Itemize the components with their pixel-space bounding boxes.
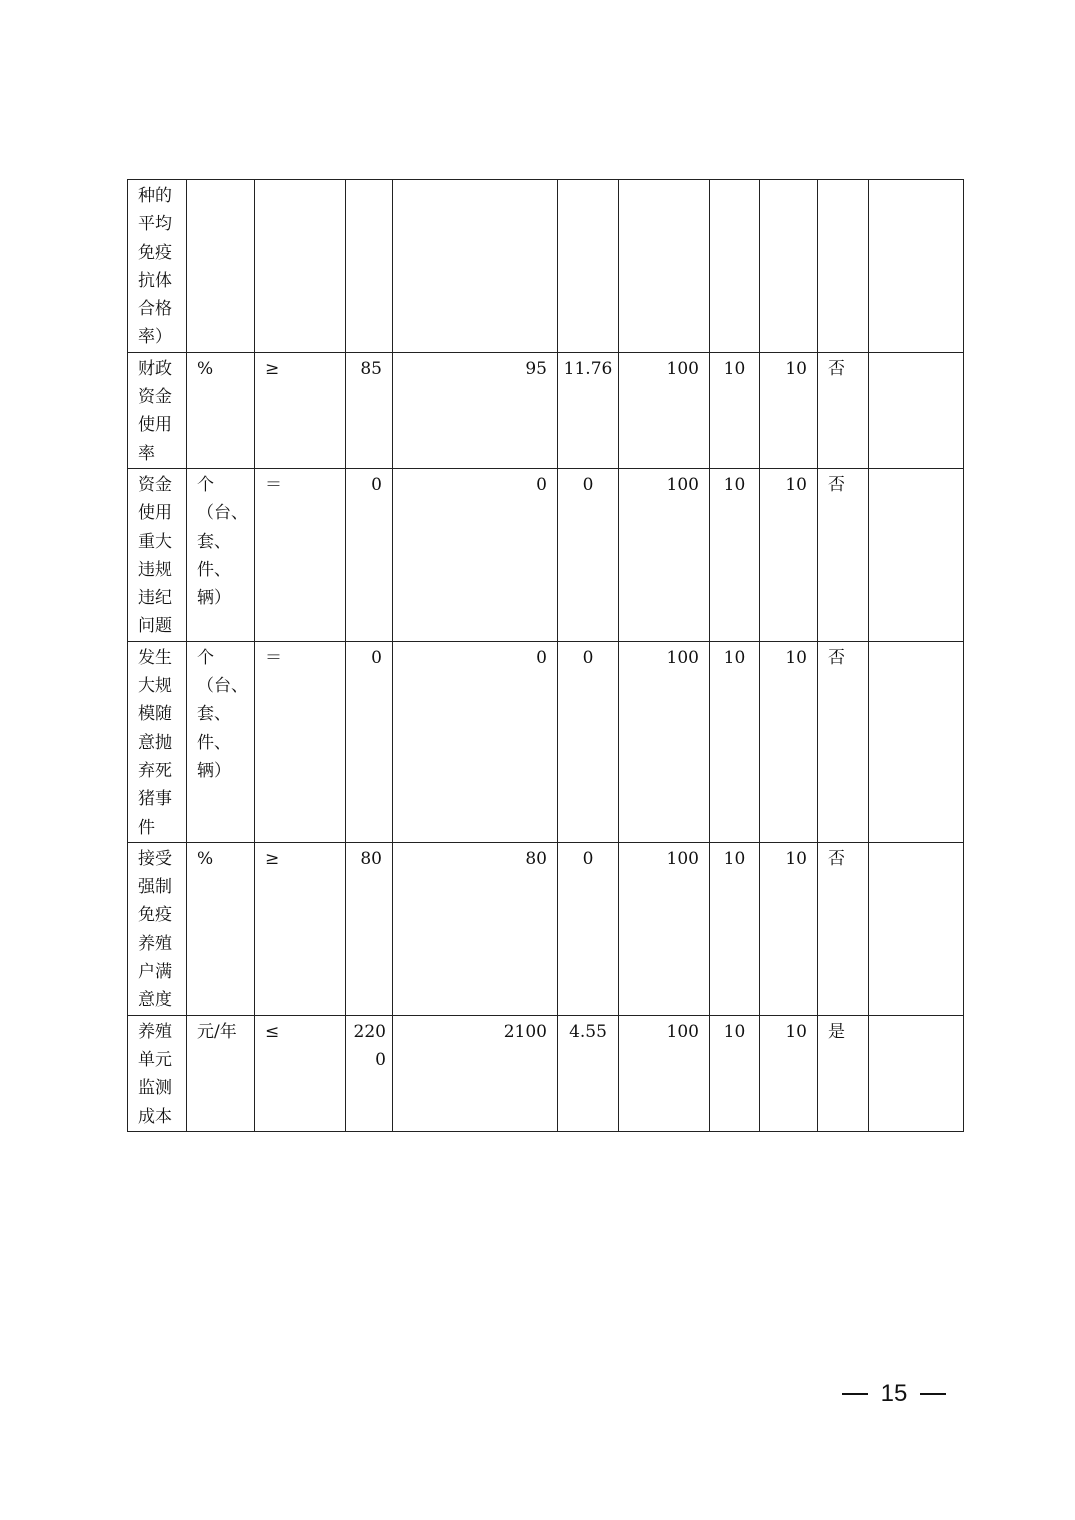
rate-cell [558, 641, 619, 842]
rate-value: 4.55 [569, 1021, 607, 1042]
table-row [128, 180, 964, 353]
actual-value: 2100 [503, 1021, 547, 1042]
weight-value: 100 [666, 1021, 699, 1042]
c8-value: 10 [723, 358, 746, 379]
flag-cell [818, 180, 869, 353]
actual-cell [393, 468, 558, 641]
flag-value [818, 180, 868, 182]
c8-cell [710, 1015, 760, 1131]
operator: ＝ [265, 647, 282, 668]
weight-cell [619, 842, 710, 1015]
operator [255, 180, 345, 182]
indicator-name: 发生大规模随意抛弃死猪事件 [138, 647, 172, 838]
page-dash-left [842, 1393, 868, 1395]
flag-cell [818, 468, 869, 641]
actual-value: 95 [525, 358, 547, 379]
flag-cell [818, 352, 869, 468]
operator-cell [255, 1015, 346, 1131]
performance-table [127, 179, 964, 1132]
indicator-name-cell [128, 352, 187, 468]
operator-cell [255, 352, 346, 468]
score-cell [760, 352, 818, 468]
indicator-name-cell [128, 180, 187, 353]
rate-value: 11.76 [563, 358, 613, 379]
page-number [842, 1378, 946, 1410]
table-row [128, 1015, 964, 1131]
actual-cell [393, 180, 558, 353]
indicator-name-cell [128, 641, 187, 842]
c8-value: 10 [723, 474, 746, 495]
unit: % [197, 848, 214, 869]
score-cell [760, 468, 818, 641]
actual-value [393, 180, 557, 182]
target-cell [346, 180, 393, 353]
score-value: 10 [785, 358, 807, 379]
flag-cell [818, 641, 869, 842]
operator: ≤ [265, 1021, 280, 1042]
score-cell [760, 641, 818, 842]
unit-cell [187, 352, 255, 468]
rate-value [558, 180, 618, 182]
weight-cell [619, 352, 710, 468]
target-cell [346, 468, 393, 641]
target-value [346, 180, 392, 182]
operator-cell [255, 641, 346, 842]
score-value: 10 [785, 647, 807, 668]
note-cell [869, 352, 964, 468]
c8-value [710, 180, 759, 182]
unit: 个（台、套、件、辆） [197, 474, 248, 609]
actual-value: 0 [536, 474, 547, 495]
weight-value: 100 [666, 647, 699, 668]
rate-cell [558, 842, 619, 1015]
target-value: 85 [360, 358, 382, 379]
flag-value: 否 [828, 848, 845, 869]
score-value: 10 [785, 848, 807, 869]
operator: ≥ [265, 848, 280, 869]
weight-value: 100 [666, 358, 699, 379]
weight-cell [619, 1015, 710, 1131]
note-value [869, 353, 963, 355]
c8-value: 10 [723, 1021, 746, 1042]
unit-cell [187, 468, 255, 641]
unit-cell [187, 180, 255, 353]
actual-cell [393, 641, 558, 842]
score-value: 10 [785, 474, 807, 495]
flag-value: 否 [828, 647, 845, 668]
score-cell [760, 842, 818, 1015]
rate-value: 0 [582, 848, 594, 869]
indicator-name: 资金使用重大违规违纪问题 [138, 474, 172, 637]
indicator-name-cell [128, 842, 187, 1015]
target-value: 80 [360, 848, 382, 869]
target-cell [346, 842, 393, 1015]
c8-cell [710, 468, 760, 641]
operator-cell [255, 842, 346, 1015]
note-cell [869, 1015, 964, 1131]
note-cell [869, 842, 964, 1015]
note-value [869, 1016, 963, 1018]
table-row [128, 641, 964, 842]
note-value [869, 469, 963, 471]
unit-cell [187, 1015, 255, 1131]
target-cell [346, 1015, 393, 1131]
c8-cell [710, 842, 760, 1015]
rate-cell [558, 180, 619, 353]
score-cell [760, 1015, 818, 1131]
table-row [128, 352, 964, 468]
indicator-name: 财政资金使用率 [138, 358, 172, 464]
table-row [128, 842, 964, 1015]
target-value: 0 [371, 647, 382, 668]
score-value [760, 180, 817, 182]
target-cell [346, 641, 393, 842]
score-cell [760, 180, 818, 353]
flag-cell [818, 842, 869, 1015]
unit: 个（台、套、件、辆） [197, 647, 248, 781]
page-number-text: 15 [880, 1380, 908, 1407]
indicator-name: 种的平均免疫抗体合格率） [138, 186, 172, 348]
actual-cell [393, 842, 558, 1015]
flag-value: 否 [828, 474, 845, 495]
weight-cell [619, 180, 710, 353]
note-cell [869, 468, 964, 641]
rate-cell [558, 468, 619, 641]
weight-value: 100 [666, 474, 699, 495]
actual-cell [393, 1015, 558, 1131]
unit: 元/年 [197, 1021, 237, 1042]
flag-cell [818, 1015, 869, 1131]
note-value [869, 642, 963, 644]
indicator-name-cell [128, 468, 187, 641]
c8-value: 10 [723, 848, 746, 869]
rate-value: 0 [582, 647, 594, 668]
c8-cell [710, 180, 760, 353]
indicator-name: 接受强制免疫养殖户满意度 [138, 848, 172, 1011]
operator: ＝ [265, 474, 282, 495]
weight-value: 100 [666, 848, 699, 869]
c8-cell [710, 352, 760, 468]
note-cell [869, 180, 964, 353]
operator-cell [255, 468, 346, 641]
indicator-name: 养殖单元监测成本 [138, 1021, 172, 1127]
target-value: 2200 [353, 1021, 386, 1070]
indicator-name-cell [128, 1015, 187, 1131]
note-value [869, 843, 963, 845]
actual-cell [393, 352, 558, 468]
target-cell [346, 352, 393, 468]
rate-value: 0 [582, 474, 594, 495]
actual-value: 80 [525, 848, 547, 869]
weight-cell [619, 641, 710, 842]
unit-cell [187, 641, 255, 842]
unit-cell [187, 842, 255, 1015]
unit [187, 180, 254, 182]
weight-value [619, 180, 709, 182]
c8-value: 10 [723, 647, 746, 668]
flag-value: 是 [828, 1021, 845, 1042]
table-row [128, 468, 964, 641]
c8-cell [710, 641, 760, 842]
weight-cell [619, 468, 710, 641]
target-value: 0 [371, 474, 382, 495]
score-value: 10 [785, 1021, 807, 1042]
operator: ≥ [265, 358, 280, 379]
flag-value: 否 [828, 358, 845, 379]
operator-cell [255, 180, 346, 353]
unit: % [197, 358, 214, 379]
rate-cell [558, 1015, 619, 1131]
rate-cell [558, 352, 619, 468]
note-cell [869, 641, 964, 842]
actual-value: 0 [536, 647, 547, 668]
note-value [869, 180, 963, 182]
page-dash-right [920, 1393, 946, 1395]
